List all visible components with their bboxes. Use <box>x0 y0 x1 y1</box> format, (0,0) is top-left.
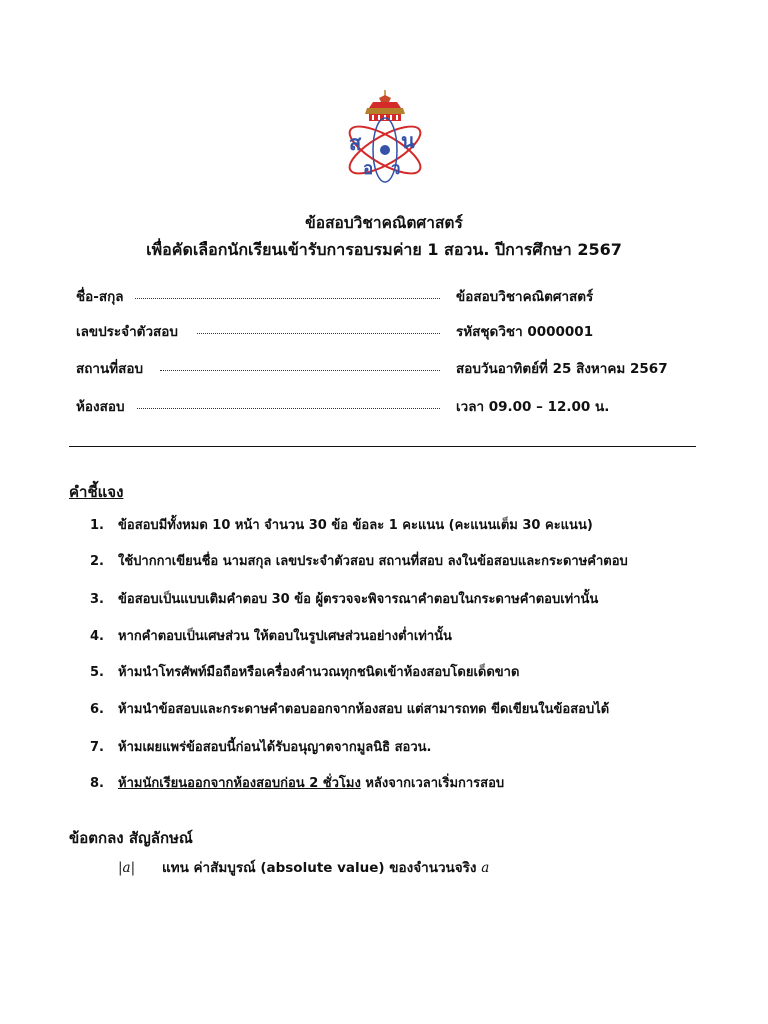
exam-subtitle: เพื่อคัดเลือกนักเรียนเข้ารับการอบรมค่าย 1 สอวน. ปีการศึกษา 2567 <box>146 240 622 259</box>
instruction-item: 4. หากคำตอบเป็นเศษส่วน ให้ตอบในรูปเศษส่วนอย่างต่ำเท่านั้น <box>90 629 452 644</box>
exam-time: เวลา 09.00 – 12.00 น. <box>456 399 610 415</box>
conventions-heading: ข้อตกลง สัญลักษณ์ <box>69 829 193 847</box>
name-label: ชื่อ-สกุล <box>76 289 124 305</box>
instruction-item: 5. ห้ามนำโทรศัพท์มือถือหรือเครื่องคำนวณทุกชนิดเข้าห้องสอบโดยเด็ดขาด <box>90 665 520 680</box>
svg-text:อ: อ <box>363 159 374 179</box>
posn-logo <box>339 88 431 188</box>
instruction-item: 2. ใช้ปากกาเขียนชื่อ นามสกุล เลขประจำตัวสอบ สถานที่สอบ ลงในข้อสอบและกระดาษคำตอบ <box>90 554 628 569</box>
exam-subject: ข้อสอบวิชาคณิตศาสตร์ <box>456 289 594 305</box>
svg-text:ว: ว <box>391 159 401 179</box>
exam-set-code: รหัสชุดวิชา 0000001 <box>456 324 594 340</box>
instruction-item: 6. ห้ามนำข้อสอบและกระดาษคำตอบออกจากห้องสอบ แต่สามารถทด ขีดเขียนในข้อสอบได้ <box>90 702 610 717</box>
crown-emblem <box>365 90 405 121</box>
absolute-value-symbol: |a| <box>118 860 136 876</box>
svg-text:ส: ส <box>349 131 362 155</box>
seat-number-label: เลขประจำตัวสอบ <box>76 324 178 340</box>
instruction-item: 8. ห้ามนักเรียนออกจากห้องสอบก่อน 2 ชั่วโมง หลังจากเวลาเริ่มการสอบ <box>90 776 505 791</box>
name-field[interactable] <box>135 286 440 299</box>
room-label: ห้องสอบ <box>76 399 125 415</box>
seat-number-field[interactable] <box>197 321 440 334</box>
instruction-item: 7. ห้ามเผยแพร่ข้อสอบนี้ก่อนได้รับอนุญาตจากมูลนิธิ สอวน. <box>90 740 432 755</box>
venue-field[interactable] <box>160 358 440 371</box>
instruction-item: 3. ข้อสอบเป็นแบบเติมคำตอบ 30 ข้อ ผู้ตรวจจะพิจารณาคำตอบในกระดาษคำตอบเท่านั้น <box>90 592 599 607</box>
variable-a: a <box>481 860 490 876</box>
convention-item: |a| แทน ค่าสัมบูรณ์ (absolute value) ของจำนวนจริง a <box>118 860 490 876</box>
room-field[interactable] <box>137 396 440 409</box>
exam-title: ข้อสอบวิชาคณิตศาสตร์ <box>305 214 463 232</box>
underlined-rule: ห้ามนักเรียนออกจากห้องสอบก่อน 2 ชั่วโมง <box>118 776 361 791</box>
exam-date: สอบวันอาทิตย์ที่ 25 สิงหาคม 2567 <box>456 361 668 377</box>
instructions-heading: คำชี้แจง <box>69 483 124 501</box>
instruction-item: 1. ข้อสอบมีทั้งหมด 10 หน้า จำนวน 30 ข้อ ข้อละ 1 คะแนน (คะแนนเต็ม 30 คะแนน) <box>90 518 593 533</box>
venue-label: สถานที่สอบ <box>76 361 144 377</box>
divider-line <box>69 446 696 447</box>
svg-text:น: น <box>401 129 415 153</box>
